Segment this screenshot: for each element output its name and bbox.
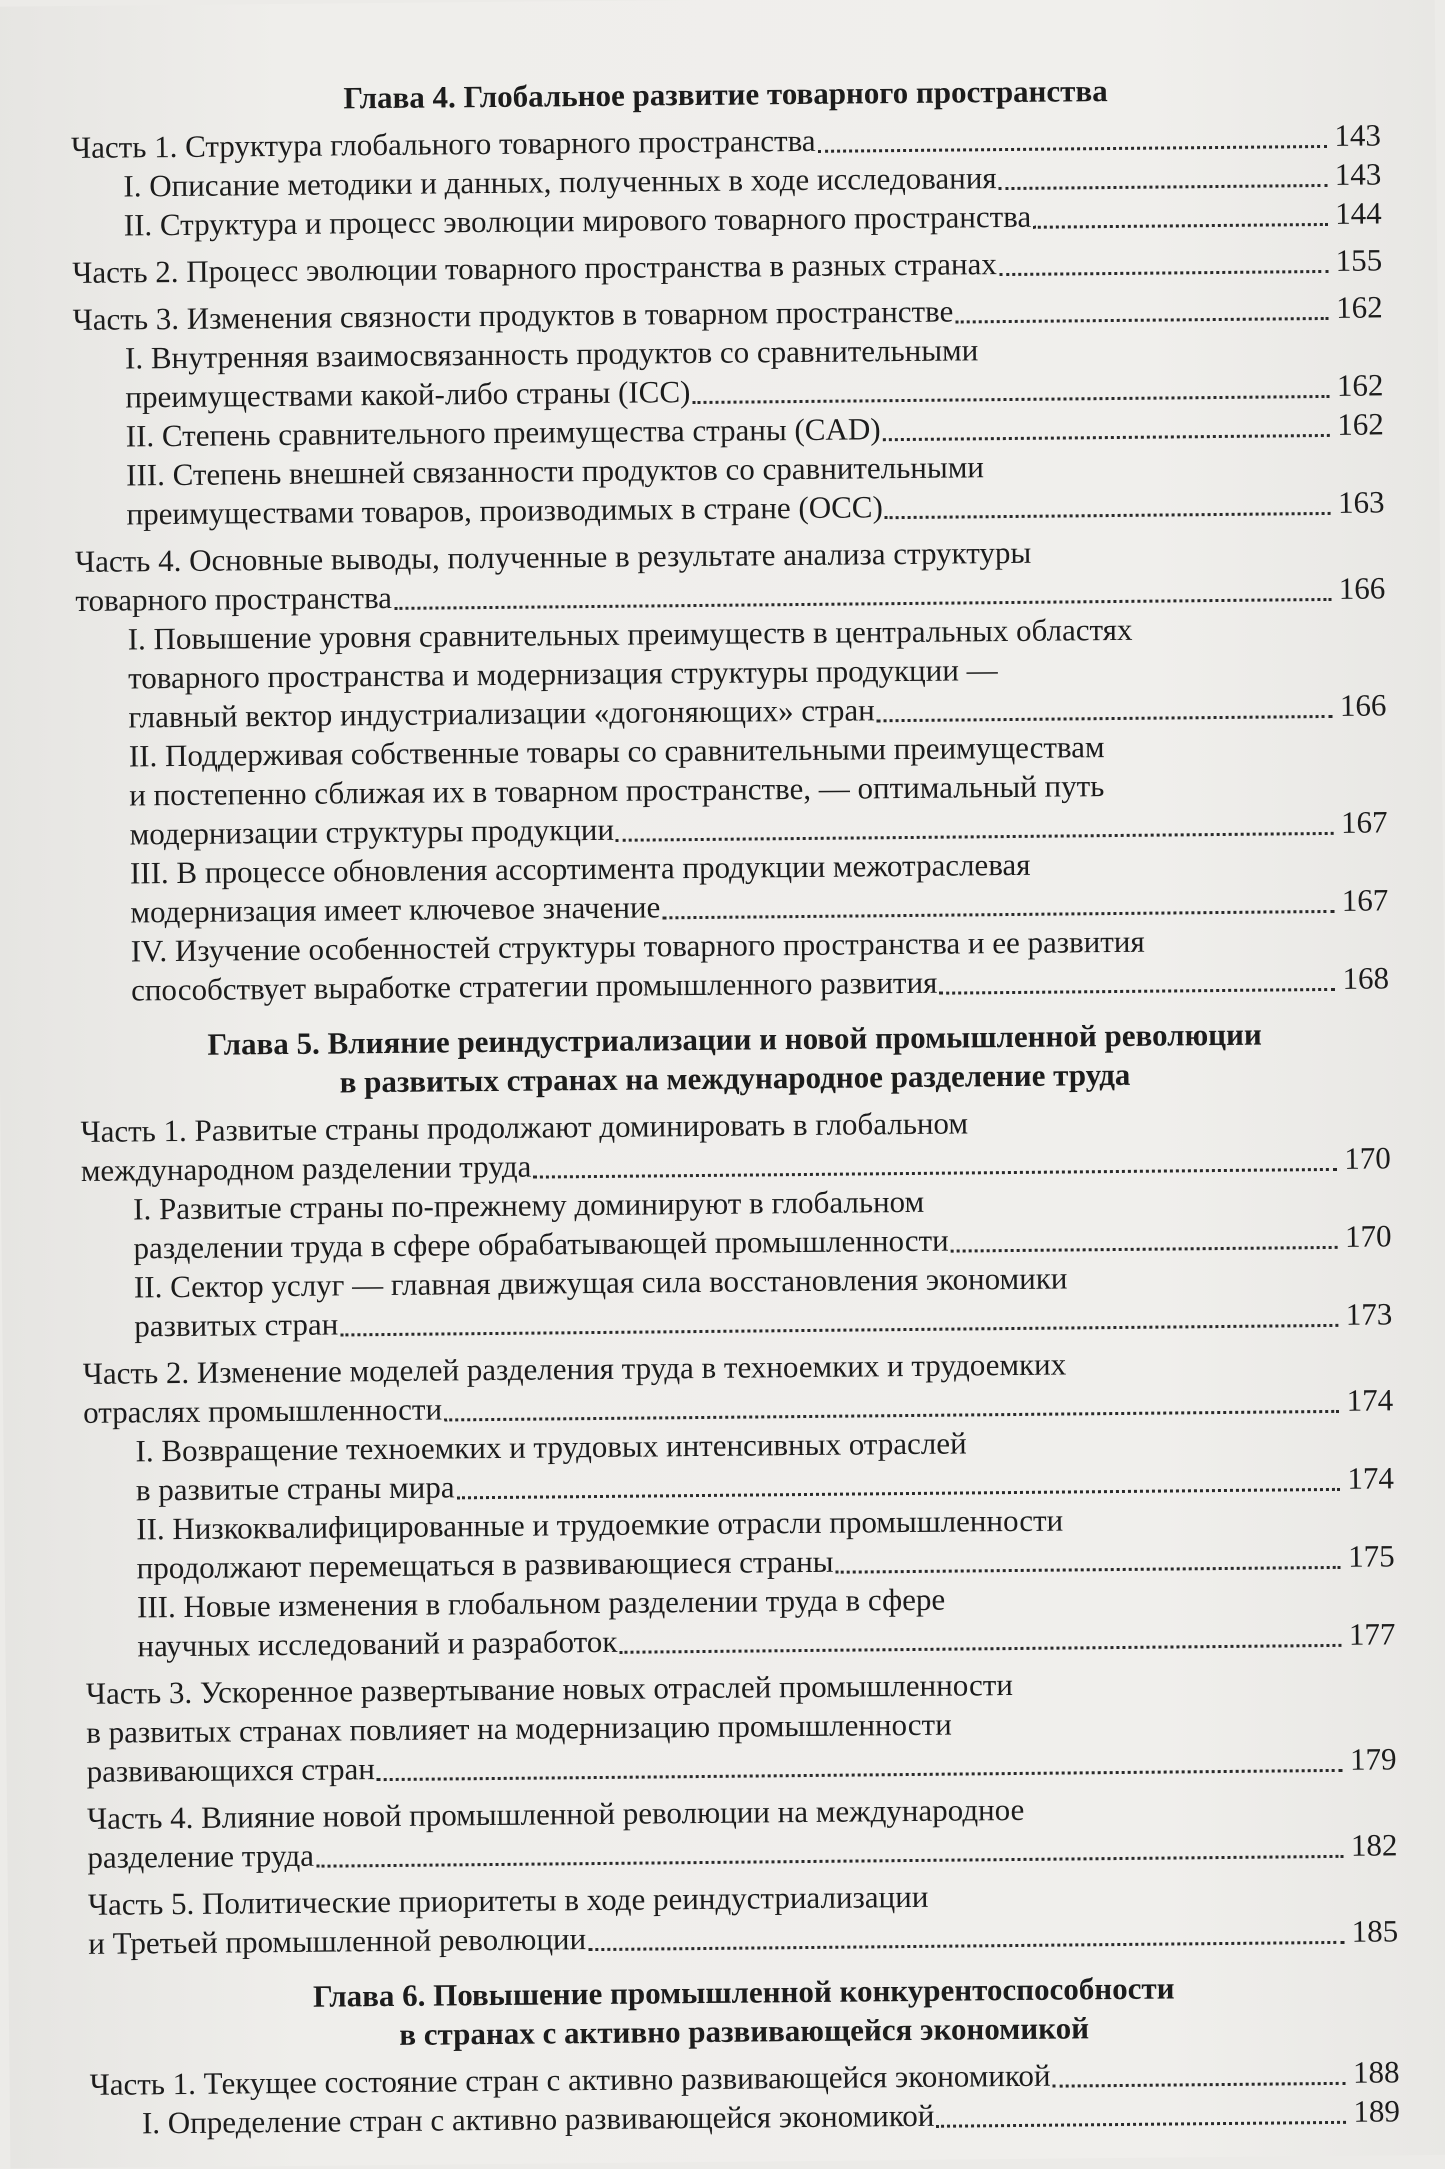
dot-leader — [936, 2111, 1346, 2128]
toc-entry-text: Часть 4. Основные выводы, полученные в результате анализа структуры — [74, 534, 1032, 579]
chapter-heading — [79, 1013, 1390, 1104]
toc-section-entry[interactable] — [84, 1497, 1395, 1588]
page-number: 185 — [1351, 1913, 1399, 1949]
toc-section-entry[interactable] — [73, 326, 1384, 417]
page-number: 166 — [1339, 687, 1387, 723]
toc-entry-text: Часть 2. Изменение моделей разделения труда в техноемких и трудоемких — [82, 1346, 1067, 1391]
toc-entry-text: научных исследований и разработок — [137, 1623, 618, 1664]
toc-entry-text: модернизации структуры продукции — [129, 811, 615, 852]
toc-entry-text: главный вектор индустриализации «догоняющих» стран — [128, 692, 875, 735]
toc-entry-text: I. Повышение уровня сравнительных преимуществ в центральных областях — [127, 611, 1133, 657]
dot-leader — [444, 1400, 1339, 1422]
page-number: 167 — [1340, 804, 1388, 840]
toc-part-entry[interactable] — [83, 1341, 1394, 1432]
toc-entry-text: Часть 5. Политические приоритеты в ходе реиндустриализации — [87, 1878, 929, 1922]
page-number: 168 — [1342, 960, 1390, 996]
dot-leader — [692, 385, 1329, 404]
chapter-heading-line: в развитых странах на международное разделение труда — [339, 1056, 1131, 1100]
dot-leader — [619, 1634, 1341, 1654]
dot-leader — [955, 307, 1328, 324]
chapter-heading-line: Глава 6. Повышение промышленной конкурентоспособности — [312, 1970, 1175, 2014]
toc-entry-text: товарного пространства — [75, 579, 393, 618]
toc-entry-text: III. В процессе обновления ассортимента продукции межотраслевая — [129, 846, 1031, 891]
dot-leader — [340, 1314, 1338, 1337]
toc-entry-text: Часть 1. Развитые страны продолжают доминировать в глобальном — [80, 1105, 969, 1149]
chapter-heading — [89, 1966, 1400, 2057]
toc-entry-text: Часть 3. Ускоренное развертывание новых отраслей промышленности — [85, 1667, 1014, 1711]
toc-section-entry[interactable] — [83, 1419, 1394, 1510]
dot-leader — [533, 1158, 1337, 1179]
dot-leader — [394, 588, 1331, 610]
toc-entry-text: II. Поддерживая собственные товары со сравнительными преимуществам — [128, 729, 1105, 774]
toc-entry-text: в развитых странах повлияет на модернизацию промышленности — [86, 1706, 952, 1750]
toc-entry-text: отраслях промышленности — [82, 1391, 443, 1430]
page-number: 182 — [1350, 1827, 1398, 1863]
page-number: 162 — [1335, 289, 1383, 325]
page-number: 155 — [1335, 242, 1383, 278]
toc-section-entry[interactable] — [76, 607, 1387, 737]
toc-entry-text: развивающихся стран — [86, 1751, 376, 1789]
page-number: 188 — [1352, 2054, 1400, 2090]
page-number: 162 — [1336, 367, 1384, 403]
toc-part-entry[interactable] — [86, 1661, 1397, 1791]
chapter-heading-line: в странах с активно развивающейся экономикой — [399, 2010, 1090, 2052]
toc-entry-text: II. Степень сравнительного преимущества страны (CAD) — [125, 411, 881, 454]
page-number: 143 — [1334, 156, 1382, 192]
toc-entry-text: разделение труда — [87, 1837, 315, 1875]
page-number: 167 — [1341, 882, 1389, 918]
dot-leader — [951, 1236, 1338, 1253]
chapter-heading-line: Глава 4. Глобальное развитие товарного пространства — [343, 73, 1108, 116]
toc-entry-text: Часть 2. Процесс эволюции товарного пространства в разных странах — [72, 246, 997, 290]
toc-section-entry[interactable] — [74, 443, 1385, 534]
page-number: 174 — [1347, 1460, 1395, 1496]
toc-part-entry[interactable] — [75, 529, 1386, 620]
page-number: 166 — [1338, 570, 1386, 606]
toc-entry-text: III. Новые изменения в глобальном разделении труда в сфере — [136, 1581, 946, 1625]
toc-part-entry[interactable] — [80, 1099, 1391, 1190]
toc-section-entry[interactable] — [79, 919, 1390, 1010]
toc-part-entry[interactable] — [72, 240, 1382, 292]
toc-section-entry[interactable] — [85, 1575, 1396, 1666]
toc-entry-text: II. Сектор услуг — главная движущая сила восстановления экономики — [133, 1260, 1068, 1305]
toc-entry-text: способствует выработке стратегии промышленного развития — [130, 964, 938, 1008]
toc-entry-text: I. Внутренняя взаимосвязанность продуктов со сравнительными — [124, 332, 979, 376]
toc-part-entry[interactable] — [87, 1786, 1398, 1877]
toc-entry-text: I. Возвращение техноемких и трудовых интенсивных отраслей — [135, 1425, 967, 1469]
toc-section-entry[interactable] — [82, 1255, 1393, 1346]
dot-leader — [883, 424, 1330, 441]
dot-leader — [377, 1759, 1343, 1781]
toc-entry-text: и Третьей промышленной революции — [88, 1921, 587, 1961]
dot-leader — [885, 502, 1331, 519]
chapter-heading — [70, 68, 1380, 120]
dot-leader — [1033, 213, 1328, 229]
page-number: 143 — [1334, 117, 1382, 153]
toc-entry-text: развитых стран — [134, 1306, 339, 1344]
dot-leader — [939, 978, 1335, 995]
dot-leader — [588, 1931, 1344, 1951]
toc-entry-row — [72, 240, 1382, 292]
dot-leader — [316, 1845, 1344, 1868]
toc-entry-text: II. Низкоквалифицированные и трудоемкие отрасли промышленности — [136, 1502, 1064, 1547]
page-number: 174 — [1346, 1382, 1394, 1418]
page-number: 170 — [1344, 1218, 1392, 1254]
toc-entry-text: продолжают перемещаться в развивающиеся страны — [136, 1543, 834, 1586]
dot-leader — [836, 1556, 1341, 1574]
chapter-heading-line: Глава 5. Влияние реиндустриализации и новой промышленной революции — [207, 1016, 1262, 1062]
toc-entry-text: преимуществами товаров, производимых в стране (OCC) — [126, 489, 883, 532]
dot-leader — [999, 260, 1329, 276]
page-number: 175 — [1347, 1538, 1395, 1574]
toc-entry-text: I. Определение стран с активно развивающейся экономикой — [141, 2097, 935, 2141]
toc-entry-text: международном разделении труда — [80, 1148, 532, 1188]
dot-leader — [456, 1478, 1339, 1499]
page-number: 144 — [1335, 195, 1382, 231]
page-number: 170 — [1344, 1140, 1391, 1176]
toc-entry-text: в развитые страны мира — [135, 1469, 455, 1508]
toc-entry-text: III. Степень внешней связанности продуктов со сравнительными — [125, 449, 985, 493]
toc-section-entry[interactable] — [78, 841, 1389, 932]
toc-entry-text: Часть 1. Текущее состояние стран с активно развивающейся экономикой — [89, 2057, 1051, 2102]
toc-entry-text: разделении труда в сфере обрабатывающей промышленности — [133, 1222, 949, 1266]
table-of-contents — [70, 68, 1400, 2142]
dot-leader — [999, 174, 1328, 190]
toc-entry-text: товарного пространства и модернизация структуры продукции — — [127, 652, 998, 696]
page-number: 162 — [1337, 406, 1384, 442]
toc-entry-text: IV. Изучение особенностей структуры товарного пространства и ее развития — [130, 923, 1145, 969]
page-number: 177 — [1348, 1616, 1396, 1652]
toc-entry-text: I. Описание методики и данных, полученных в ходе исследования — [123, 160, 997, 204]
dot-leader — [662, 900, 1334, 919]
page-number: 163 — [1337, 484, 1385, 520]
dot-leader — [1053, 2072, 1346, 2088]
toc-entry-text: модернизация имеет ключевое значение — [130, 889, 661, 930]
toc-entry-text: Часть 1. Структура глобального товарного пространства — [70, 122, 816, 165]
toc-entry-text: I. Развитые страны по-прежнему доминируют в глобальном — [133, 1183, 925, 1227]
toc-entry-text: и постепенно сближая их в товарном пространстве, — оптимальный путь — [129, 768, 1105, 813]
page-number: 189 — [1353, 2093, 1401, 2129]
toc-entry-text: Часть 4. Влияние новой промышленной революции на международное — [86, 1791, 1025, 1836]
toc-part-entry[interactable] — [88, 1872, 1399, 1963]
toc-entry-text: преимуществами какой-либо страны (ICC) — [125, 374, 691, 415]
toc-section-entry[interactable] — [81, 1177, 1392, 1268]
toc-entry-text: Часть 3. Изменения связности продуктов в товарном пространстве — [72, 293, 954, 337]
page-number: 179 — [1349, 1741, 1397, 1777]
page-number: 173 — [1345, 1296, 1393, 1332]
toc-section-entry[interactable] — [77, 724, 1388, 854]
dot-leader — [877, 705, 1333, 722]
toc-entry-text: II. Структура и процесс эволюции мирового товарного пространства — [123, 198, 1032, 243]
dot-leader — [818, 135, 1328, 153]
dot-leader — [616, 822, 1334, 842]
